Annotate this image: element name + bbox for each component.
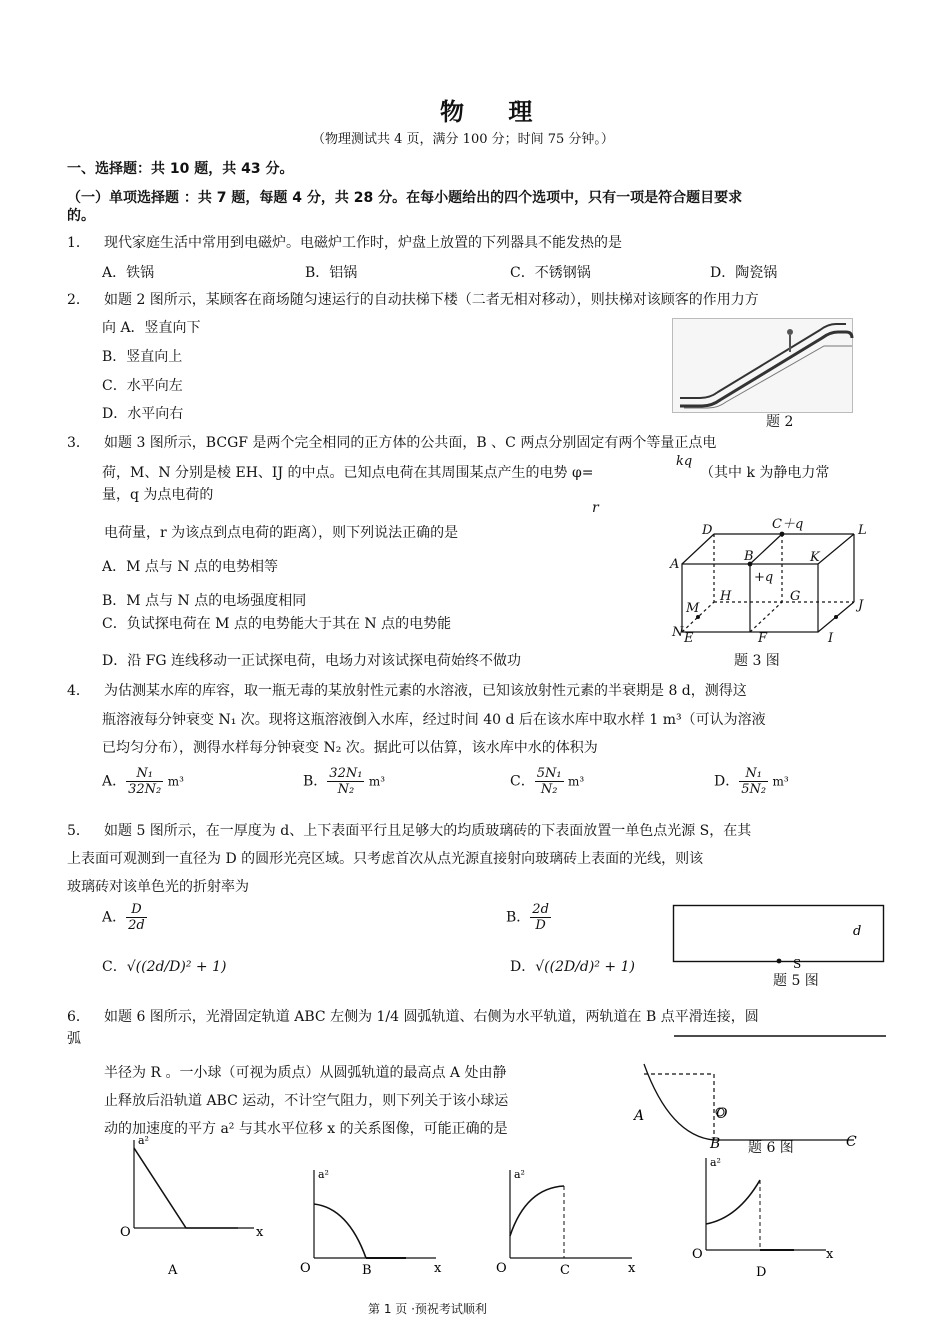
- subtitle: （物理测试共 4 页，满分 100 分；时间 75 分钟。）: [312, 132, 614, 147]
- q3-option-b: B．M 点与 N 点的电场强度相同: [102, 593, 307, 609]
- q5-stem-line2: 上表面可观测到一直径为 D 的圆形光亮区域。只考虑首次从点光源直接射向玻璃砖上表面的光线，则该: [67, 851, 704, 867]
- glass-brick-figure: [673, 905, 885, 971]
- graph-b-x: x: [434, 1261, 442, 1276]
- q3-number: 3．: [67, 435, 90, 451]
- q3-option-d: D．沿 FG 连线移动一正试探电荷，电场力对该试探电荷始终不做功: [102, 653, 522, 669]
- q2-option-c: C．水平向左: [102, 378, 183, 394]
- cube-label-j: J: [858, 598, 864, 613]
- q2-number: 2．: [67, 292, 90, 308]
- q4-option-b: B． $\frac{\text{32N₁}}{\text{N₂}}$ m³: [303, 766, 386, 797]
- q3-stem-line2: 荷，M、N 分别是棱 EH、IJ 的中点。已知点电荷在其周围某点产生的电势 φ=: [102, 465, 594, 481]
- graph-d-o: O: [692, 1247, 703, 1262]
- q3-option-c: C．负试探电荷在 M 点的电势能大于其在 N 点的电势能: [102, 616, 452, 632]
- q3-stem-line3: 量，q 为点电荷的: [102, 487, 214, 503]
- cube-label-d: D: [702, 523, 713, 538]
- q4-option-d: D． $\frac{\text{N₁}}{\text{5N₂}}$ m³: [714, 766, 789, 797]
- q3-stem: 如题 3 图所示，BCGF 是两个完全相同的正方体的公共面，B 、C 两点分别固定有两个等量正点电: [104, 435, 717, 451]
- graph-d: [690, 1154, 840, 1280]
- q1-option-c: C．不锈钢锅: [510, 265, 591, 281]
- q4-number: 4．: [67, 683, 90, 699]
- graph-b-letter: B: [362, 1263, 372, 1278]
- q5-option-c: C．√((2d/D)² + 1): [102, 959, 227, 975]
- q2-option-d: D．水平向右: [102, 406, 184, 422]
- track-label-a: A: [634, 1108, 645, 1124]
- cube-label-c: C＋q: [772, 517, 804, 532]
- cube-label-plus-q: +q: [754, 570, 774, 585]
- section-sub-heading: （一）单项选择题 ：共 7 题，每题 4 分，共 28 分。在每小题给出的四个选项中，只有一项是符合题目要求: [67, 190, 743, 206]
- q4-stem-line2: 瓶溶液每分钟衰变 N₁ 次。现将这瓶溶液倒入水库，经过时间 40 d 后在该水库中取水样 1 m³（可认为溶液: [102, 712, 766, 728]
- cube-label-a: A: [670, 557, 680, 572]
- q3-stem-line2-cont: （其中 k 为静电力常: [700, 465, 830, 481]
- section-sub-heading-cont: 的。: [67, 208, 95, 224]
- q1-option-d: D．陶瓷锅: [710, 265, 778, 281]
- page-title: 物 理: [440, 97, 551, 126]
- q5-fig-d: d: [853, 924, 862, 939]
- graph-b-o: O: [300, 1261, 311, 1276]
- q4-option-a: A． $\frac{\text{N₁}}{\text{32N₂}}$ m³: [102, 766, 184, 797]
- q3-stem-line4: 电荷量，r 为该点到点电荷的距离），则下列说法正确的是: [104, 525, 459, 541]
- q4-stem: 为估测某水库的库容，取一瓶无毒的某放射性元素的水溶液，已知该放射性元素的半衰期是 8 d，测得这: [104, 683, 747, 699]
- q1-stem: 现代家庭生活中常用到电磁炉。电磁炉工作时，炉盘上放置的下列器具不能发热的是: [104, 235, 622, 251]
- q5-fig-s: S: [793, 957, 802, 971]
- cube-label-e: E: [684, 631, 694, 646]
- track-label-o: O: [716, 1106, 728, 1122]
- cube-label-k: K: [810, 550, 820, 565]
- q1-number: 1．: [67, 235, 90, 251]
- q3-figure-caption: 题 3 图: [734, 653, 780, 669]
- q6-stem: 如题 6 图所示，光滑固定轨道 ABC 左侧为 1/4 圆弧轨道、右侧为水平轨道，两轨道在 B 点平滑连接，圆: [104, 1009, 759, 1025]
- graph-c: [494, 1166, 644, 1278]
- q6-stem-line3: 止释放后沿轨道 ABC 运动，不计空气阻力，则下列关于该小球运: [104, 1093, 509, 1109]
- q5-stem: 如题 5 图所示，在一厚度为 d、上下表面平行且足够大的均质玻璃砖的下表面放置一单色点光源 S，在其: [104, 823, 752, 839]
- q5-option-b: B． $\frac{2d}{D}$: [506, 902, 549, 933]
- page-footer: 第 1 页 ·预祝考试顺利: [368, 1302, 487, 1316]
- q5-option-a: A． $\frac{D}{2d}$: [102, 902, 145, 933]
- track-figure: [630, 1036, 886, 1150]
- cube-label-l: L: [858, 523, 867, 538]
- cube-label-h: H: [720, 589, 732, 604]
- q5-figure-caption: 题 5 图: [773, 973, 819, 989]
- q5-number: 5．: [67, 823, 90, 839]
- graph-d-x: x: [826, 1247, 834, 1262]
- q5-option-d: D．√((2D/d)² + 1): [510, 959, 635, 975]
- graph-c-y: a²: [514, 1168, 525, 1181]
- q6-stem-line1b: 弧: [67, 1031, 81, 1047]
- graph-d-letter: D: [756, 1265, 767, 1280]
- q3-formula-denominator: r: [592, 500, 599, 516]
- graph-a-y: a²: [138, 1134, 149, 1147]
- q6-figure-caption: 题 6 图: [748, 1140, 794, 1156]
- graph-c-letter: C: [560, 1263, 570, 1278]
- graph-a: [116, 1136, 276, 1276]
- cube-figure: [668, 514, 878, 648]
- graph-b: [298, 1166, 448, 1278]
- q1-option-b: B．铝锅: [305, 265, 358, 281]
- graph-c-x: x: [628, 1261, 636, 1276]
- cube-label-b: B: [744, 549, 754, 564]
- q2-option-b: B．竖直向上: [102, 349, 183, 365]
- track-label-b: B: [710, 1136, 721, 1152]
- q5-stem-line3: 玻璃砖对该单色光的折射率为: [67, 879, 249, 895]
- escalator-figure: [672, 318, 854, 414]
- q6-stem-line2: 半径为 R 。一小球（可视为质点）从圆弧轨道的最高点 A 处由静: [104, 1065, 507, 1081]
- cube-label-n: N: [672, 625, 684, 640]
- q6-number: 6．: [67, 1009, 90, 1025]
- q3-formula-numerator: kq: [676, 454, 693, 469]
- q2-stem-cont: 向 A．竖直向下: [102, 320, 201, 336]
- section-heading: 一、选择题：共 10 题，共 43 分。: [67, 161, 294, 177]
- q2-stem: 如题 2 图所示，某顾客在商场随匀速运行的自动扶梯下楼（二者无相对移动），则扶梯对该顾客的作用力方: [104, 292, 759, 308]
- q2-figure-caption: 题 2: [766, 414, 794, 430]
- q4-stem-line3: 已均匀分布），测得水样每分钟衰变 N₂ 次。据此可以估算，该水库中水的体积为: [102, 740, 598, 756]
- track-label-c: C: [846, 1134, 857, 1150]
- q6-stem-line4: 动的加速度的平方 a² 与其水平位移 x 的关系图像，可能正确的是: [104, 1121, 508, 1137]
- q3-option-a: A．M 点与 N 点的电势相等: [102, 559, 279, 575]
- q1-option-a: A．铁锅: [102, 265, 155, 281]
- graph-a-x: x: [256, 1225, 264, 1240]
- q4-option-c: C． $\frac{\text{5N₁}}{\text{N₂}}$ m³: [510, 766, 585, 797]
- cube-label-f: F: [758, 631, 768, 646]
- cube-label-i: I: [828, 631, 834, 646]
- cube-label-m: M: [686, 601, 700, 616]
- cube-label-g: G: [790, 589, 801, 604]
- graph-c-o: O: [496, 1261, 507, 1276]
- graph-b-y: a²: [318, 1168, 329, 1181]
- graph-a-letter: A: [168, 1263, 178, 1278]
- graph-a-o: O: [120, 1225, 131, 1240]
- graph-d-y: a²: [710, 1156, 721, 1169]
